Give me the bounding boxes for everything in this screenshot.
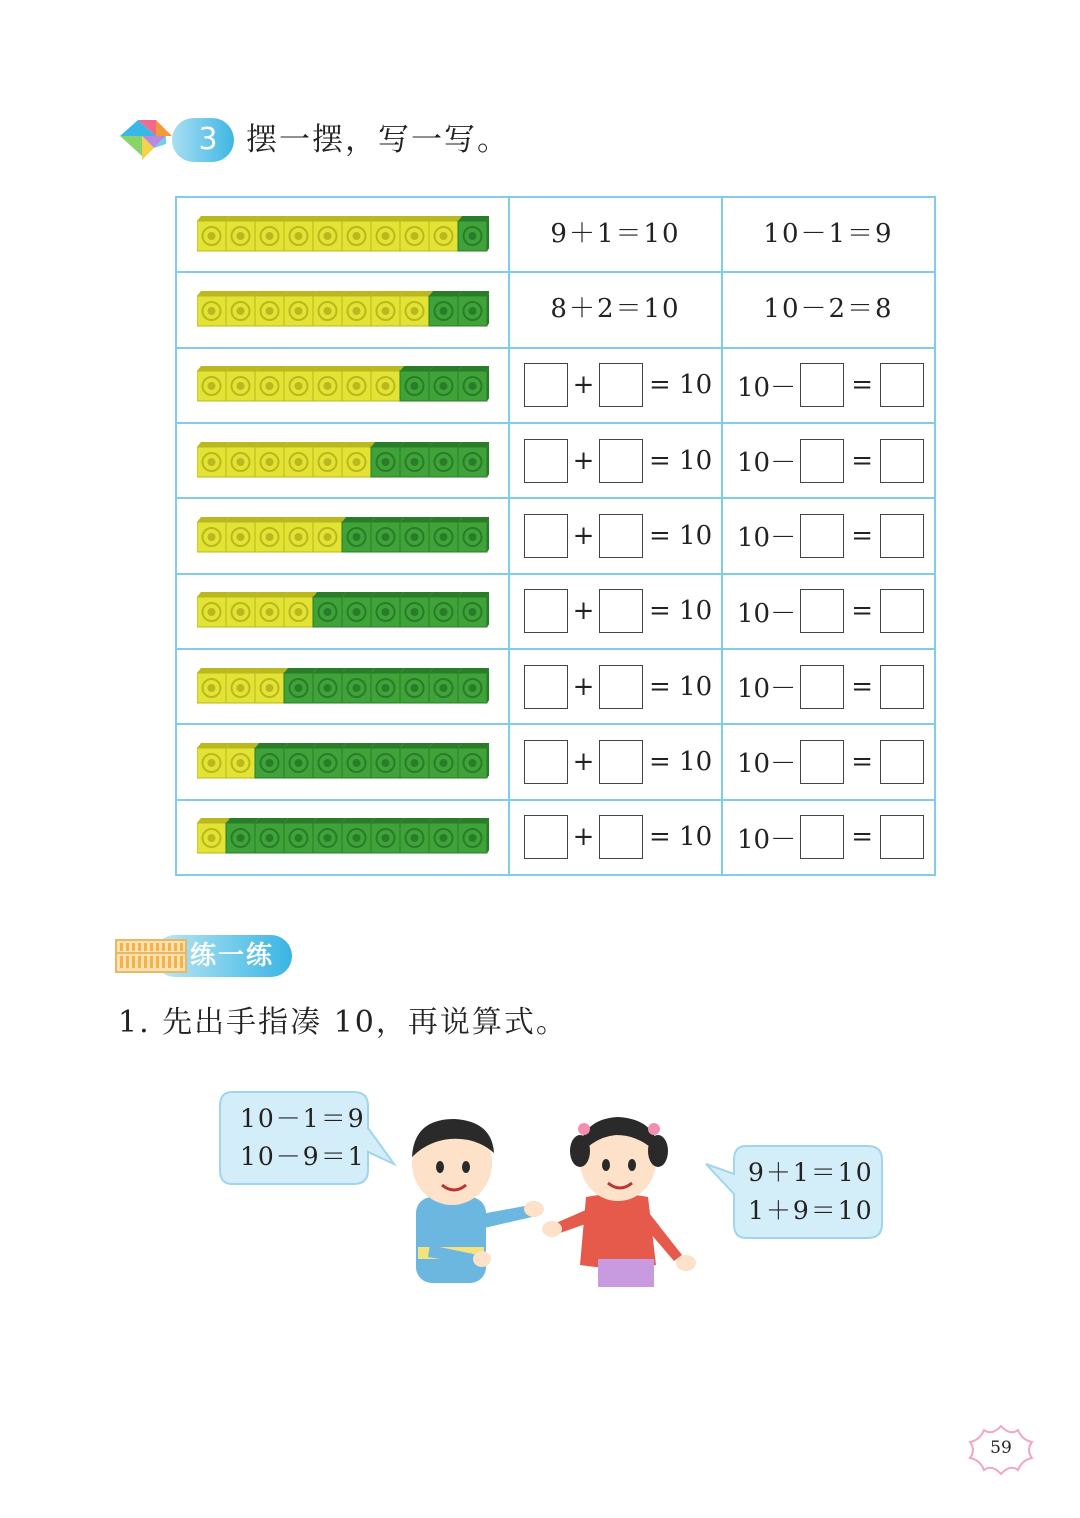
answer-box[interactable] (880, 815, 924, 859)
plus-sign: + (572, 746, 595, 777)
cube-train (197, 742, 489, 782)
cube-train (197, 817, 489, 857)
answer-box[interactable] (599, 740, 643, 784)
addition-blank-row (510, 424, 721, 497)
cube-train (197, 516, 489, 556)
answer-box[interactable] (599, 439, 643, 483)
yellow-cube (255, 216, 288, 251)
yellow-cube (255, 592, 288, 627)
cube-train (197, 290, 489, 330)
cube-cell (176, 348, 509, 423)
girl-figure (542, 1117, 696, 1287)
cube-end-face (487, 592, 489, 627)
yellow-cube (400, 216, 433, 251)
green-cube (255, 818, 288, 853)
answer-box[interactable] (800, 815, 844, 859)
table-row (176, 348, 935, 423)
yellow-cube (255, 668, 288, 703)
children-illustration (380, 1105, 720, 1295)
cube-end-face (487, 291, 489, 326)
yellow-cube (226, 442, 259, 477)
yellow-cube (197, 442, 230, 477)
green-cube (458, 517, 489, 552)
green-cube (400, 517, 433, 552)
yellow-cube (197, 366, 230, 401)
equals-sign: = (851, 671, 873, 702)
yellow-cube (371, 216, 404, 251)
answer-box[interactable] (599, 665, 643, 709)
yellow-cube (342, 216, 375, 251)
ten-minus: 10－ (737, 523, 797, 554)
green-cube (400, 592, 433, 627)
green-cube (429, 291, 462, 326)
subtraction-blank-row (723, 725, 934, 798)
green-cube (226, 818, 259, 853)
green-cube (371, 517, 404, 552)
subtraction-blank-row (723, 801, 934, 874)
yellow-cube (313, 366, 346, 401)
green-cube (429, 442, 462, 477)
subtraction-blank-row (723, 650, 934, 723)
plus-sign: + (572, 596, 595, 627)
page-number: 59 (990, 1438, 1012, 1458)
green-cube (458, 291, 489, 326)
table-row (176, 574, 935, 649)
answer-box[interactable] (599, 363, 643, 407)
answer-box[interactable] (800, 665, 844, 709)
answer-box[interactable] (880, 514, 924, 558)
green-cube (371, 592, 404, 627)
cube-end-face (487, 442, 489, 477)
subtraction-text: 10－2＝8 (763, 294, 894, 325)
bubble-right-text (748, 1154, 874, 1230)
answer-box[interactable] (599, 514, 643, 558)
green-cube (371, 743, 404, 778)
plus-sign: + (572, 370, 595, 401)
cube-end-face (487, 216, 489, 251)
yellow-cube (226, 517, 259, 552)
green-cube (400, 743, 433, 778)
cube-cell (176, 423, 509, 498)
green-cube (458, 366, 489, 401)
yellow-cube (284, 216, 317, 251)
green-cube (342, 592, 375, 627)
table-row (176, 724, 935, 799)
equals-ten: = 10 (649, 671, 713, 702)
yellow-cube (226, 668, 259, 703)
green-cube (429, 818, 462, 853)
answer-box[interactable] (524, 439, 568, 483)
table-row (176, 649, 935, 724)
subtraction-blank-row (723, 349, 934, 422)
green-cube (342, 743, 375, 778)
addition-blank (509, 800, 722, 875)
question-1: 1. 先出手指凑 10，再说算式。 (118, 1005, 568, 1040)
yellow-cube (284, 592, 317, 627)
bubble-left-line-1: 10－1＝9 (240, 1104, 366, 1133)
subtraction-blank-row (723, 424, 934, 497)
cube-train (197, 667, 489, 707)
addition-blank-row (510, 801, 721, 874)
cube-train (197, 215, 489, 255)
table-row (176, 498, 935, 573)
answer-box[interactable] (800, 589, 844, 633)
cube-cell (176, 197, 509, 272)
green-cube (429, 517, 462, 552)
equals-sign: = (851, 746, 873, 777)
answer-box[interactable] (524, 815, 568, 859)
equals-ten: = 10 (649, 596, 713, 627)
table-row (176, 423, 935, 498)
cube-cell (176, 800, 509, 875)
yellow-cube (313, 517, 346, 552)
equals-sign: = (851, 596, 873, 627)
green-cube (371, 668, 404, 703)
cube-cell (176, 649, 509, 724)
answer-box[interactable] (800, 439, 844, 483)
green-cube (313, 592, 346, 627)
cube-cell (176, 272, 509, 347)
yellow-cube (284, 366, 317, 401)
green-cube (429, 592, 462, 627)
addition-blank (509, 498, 722, 573)
subtraction-blank (722, 724, 935, 799)
bubble-right-line-2: 1＋9＝10 (748, 1196, 874, 1225)
subtraction-blank (722, 574, 935, 649)
section-number: 3 (198, 122, 218, 157)
yellow-cube (197, 592, 230, 627)
yellow-cube (429, 216, 462, 251)
green-cube (400, 442, 433, 477)
subtraction-blank (722, 423, 935, 498)
bubble-left-line-2: 10－9＝1 (240, 1142, 366, 1171)
answer-box[interactable] (800, 514, 844, 558)
plus-sign: + (572, 520, 595, 551)
equals-ten: = 10 (649, 370, 713, 401)
cube-end-face (487, 668, 489, 703)
addition-blank-row (510, 499, 721, 572)
equals-sign: = (851, 822, 873, 853)
plus-sign: + (572, 822, 595, 853)
green-cube (371, 442, 404, 477)
answer-box[interactable] (800, 363, 844, 407)
equals-ten: = 10 (649, 520, 713, 551)
addition-equation (509, 272, 722, 347)
yellow-cube (197, 291, 230, 326)
green-cube (400, 818, 433, 853)
answer-box[interactable] (800, 740, 844, 784)
plus-sign: + (572, 671, 595, 702)
boy-figure (412, 1119, 544, 1283)
green-cube (458, 216, 489, 251)
answer-box[interactable] (524, 589, 568, 633)
subtraction-equation (722, 197, 935, 272)
answer-box[interactable] (599, 815, 643, 859)
green-cube (458, 668, 489, 703)
subtraction-equation (722, 272, 935, 347)
green-cube (429, 668, 462, 703)
cube-train (197, 441, 489, 481)
addition-blank (509, 724, 722, 799)
green-cube (313, 743, 346, 778)
ten-minus: 10－ (737, 674, 797, 705)
yellow-cube (400, 291, 433, 326)
ten-minus: 10－ (737, 598, 797, 629)
subtraction-text: 10－1＝9 (763, 219, 894, 250)
equals-ten: = 10 (649, 445, 713, 476)
section-title: 摆一摆，写一写。 (246, 122, 510, 158)
yellow-cube (255, 517, 288, 552)
green-cube (284, 668, 317, 703)
green-cube (342, 668, 375, 703)
yellow-cube (197, 668, 230, 703)
answer-box[interactable] (880, 439, 924, 483)
green-cube (284, 818, 317, 853)
addition-blank-row (510, 650, 721, 723)
equals-ten: = 10 (649, 822, 713, 853)
yellow-cube (197, 743, 230, 778)
yellow-cube (226, 743, 259, 778)
yellow-cube (371, 291, 404, 326)
addition-blank-row (510, 349, 721, 422)
green-cube (342, 818, 375, 853)
yellow-cube (284, 291, 317, 326)
equals-sign: = (851, 370, 873, 401)
green-cube (458, 442, 489, 477)
answer-box[interactable] (524, 740, 568, 784)
yellow-cube (226, 592, 259, 627)
cube-train (197, 591, 489, 631)
addition-equation (509, 197, 722, 272)
green-cube (371, 818, 404, 853)
yellow-cube (226, 291, 259, 326)
practice-label: 练一练 (190, 941, 275, 971)
cube-train (197, 365, 489, 405)
yellow-cube (226, 366, 259, 401)
yellow-cube (197, 216, 230, 251)
addition-text: 8＋2＝10 (550, 294, 681, 325)
cube-equation-table (175, 196, 936, 876)
yellow-cube (371, 366, 404, 401)
cube-end-face (487, 517, 489, 552)
green-cube (458, 818, 489, 853)
yellow-cube (226, 216, 259, 251)
addition-blank (509, 348, 722, 423)
abacus-icon (116, 940, 186, 972)
ten-minus: 10－ (737, 372, 797, 403)
cube-end-face (487, 743, 489, 778)
cube-cell (176, 574, 509, 649)
subtraction-blank (722, 649, 935, 724)
table-row (176, 800, 935, 875)
equals-sign: = (851, 520, 873, 551)
table-row (176, 197, 935, 272)
subtraction-blank (722, 800, 935, 875)
green-cube (429, 366, 462, 401)
green-cube (458, 743, 489, 778)
green-cube (313, 818, 346, 853)
yellow-cube (284, 442, 317, 477)
yellow-cube (197, 818, 230, 853)
addition-blank-row (510, 725, 721, 798)
equals-sign: = (851, 445, 873, 476)
bubble-right-line-1: 9＋1＝10 (748, 1158, 874, 1187)
green-cube (313, 668, 346, 703)
cube-cell (176, 498, 509, 573)
subtraction-blank-row (723, 499, 934, 572)
yellow-cube (197, 517, 230, 552)
equals-ten: = 10 (649, 746, 713, 777)
ten-minus: 10－ (737, 448, 797, 479)
green-cube (458, 592, 489, 627)
addition-blank (509, 649, 722, 724)
addition-blank (509, 423, 722, 498)
plus-sign: + (572, 445, 595, 476)
cube-cell (176, 724, 509, 799)
addition-text: 9＋1＝10 (550, 219, 681, 250)
subtraction-blank (722, 348, 935, 423)
answer-box[interactable] (524, 514, 568, 558)
cube-end-face (487, 818, 489, 853)
subtraction-blank (722, 498, 935, 573)
yellow-cube (284, 517, 317, 552)
addition-blank (509, 574, 722, 649)
green-cube (342, 517, 375, 552)
answer-box[interactable] (880, 589, 924, 633)
answer-box[interactable] (880, 740, 924, 784)
ten-minus: 10－ (737, 824, 797, 855)
subtraction-blank-row (723, 575, 934, 648)
answer-box[interactable] (524, 665, 568, 709)
answer-box[interactable] (599, 589, 643, 633)
answer-box[interactable] (524, 363, 568, 407)
yellow-cube (313, 216, 346, 251)
addition-blank-row (510, 575, 721, 648)
yellow-cube (313, 442, 346, 477)
green-cube (400, 366, 433, 401)
yellow-cube (255, 442, 288, 477)
table-row (176, 272, 935, 347)
yellow-cube (255, 291, 288, 326)
yellow-cube (255, 366, 288, 401)
green-cube (284, 743, 317, 778)
answer-box[interactable] (880, 363, 924, 407)
bubble-left-text (240, 1100, 366, 1176)
yellow-cube (342, 366, 375, 401)
green-cube (400, 668, 433, 703)
ten-minus: 10－ (737, 749, 797, 780)
green-cube (429, 743, 462, 778)
green-cube (255, 743, 288, 778)
yellow-cube (342, 442, 375, 477)
yellow-cube (342, 291, 375, 326)
answer-box[interactable] (880, 665, 924, 709)
yellow-cube (313, 291, 346, 326)
cube-end-face (487, 366, 489, 401)
